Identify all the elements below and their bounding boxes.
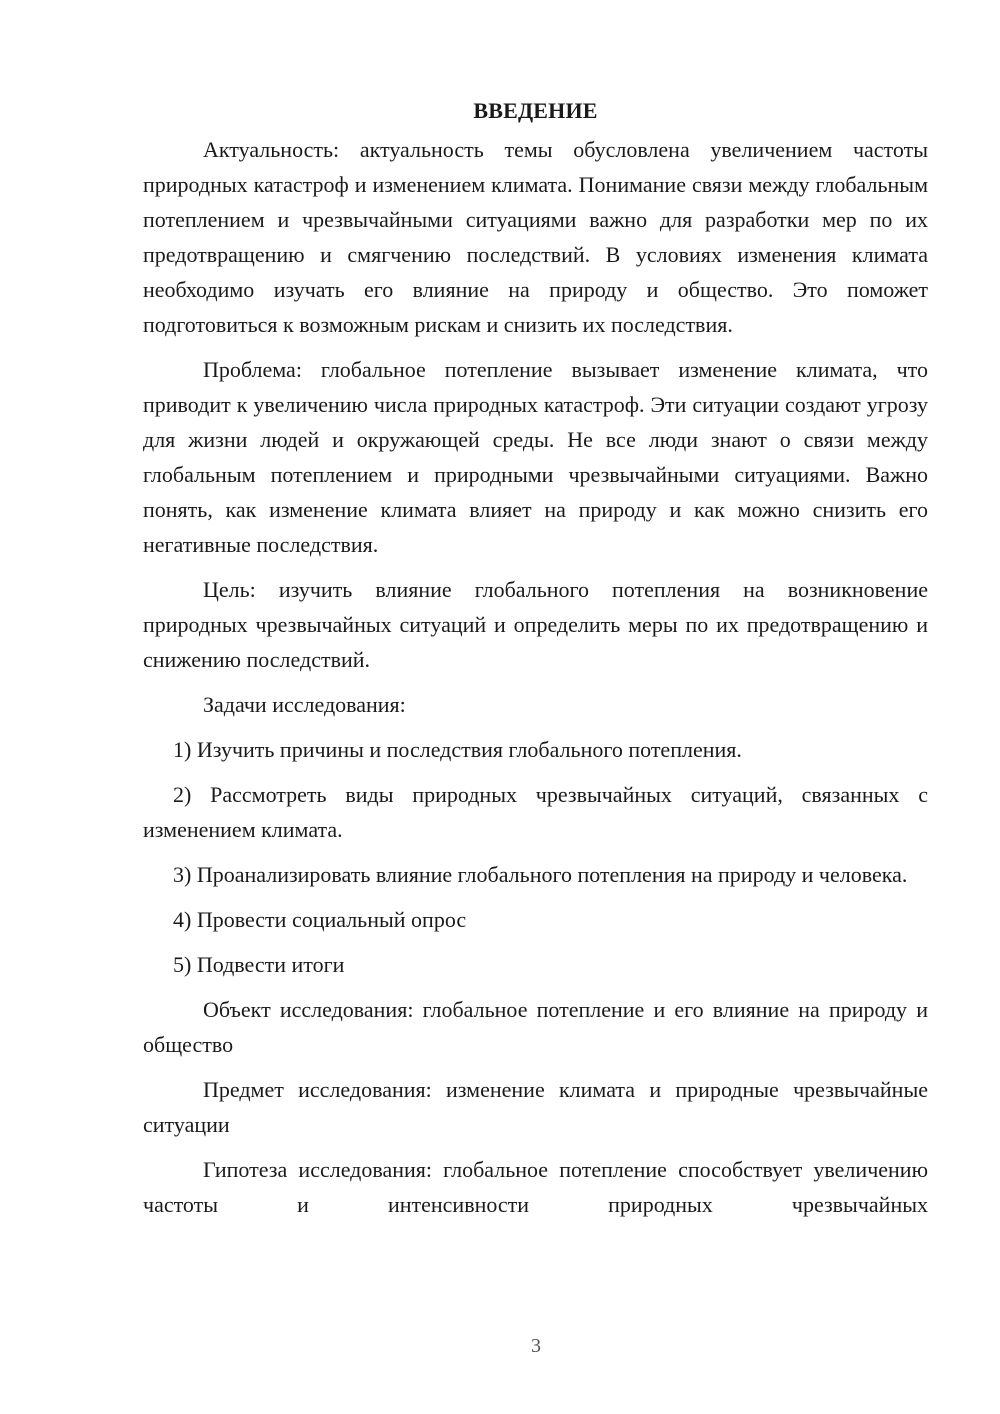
task-item-3: 3) Проанализировать влияние глобального потепления на природу и человека. <box>173 862 908 887</box>
task-item-4: 4) Провести социальный опрос <box>173 907 467 932</box>
paragraph-hypothesis: Гипотеза исследования: глобальное потепление способствует увеличению частоты и интенсивности природных чрезвычайных <box>143 1157 928 1217</box>
task-item-1: 1) Изучить причины и последствия глобального потепления. <box>173 737 742 762</box>
task-item-2: 2) Рассмотреть виды природных чрезвычайных ситуаций, связанных с изменением климата. <box>143 782 928 842</box>
paragraph-goal: Цель: изучить влияние глобального потепления на возникновение природных чрезвычайных ситуаций и определить меры по их предотвращению и снижению последствий. <box>143 577 928 672</box>
section-title: ВВЕДЕНИЕ <box>473 98 598 123</box>
page-number: 3 <box>531 1335 541 1357</box>
paragraph-relevance: Актуальность: актуальность темы обусловлена увеличением частоты природных катастроф и изменением климата. Понимание связи между глобальным потеплением и чрезвычайными ситуациями важно для разработки мер по их предотвращению и смягчению последствий. В условиях изменения климата необходимо изучать его влияние на природу и общество. Это поможет подготовиться к возможным рискам и снизить их последствия. <box>143 137 928 337</box>
task-item-5: 5) Подвести итоги <box>173 952 345 977</box>
paragraph-object: Объект исследования: глобальное потепление и его влияние на природу и общество <box>143 997 928 1057</box>
tasks-heading: Задачи исследования: <box>203 692 406 717</box>
paragraph-subject: Предмет исследования: изменение климата и природные чрезвычайные ситуации <box>143 1077 928 1137</box>
paragraph-problem: Проблема: глобальное потепление вызывает изменение климата, что приводит к увеличению числа природных катастроф. Эти ситуации создают угрозу для жизни людей и окружающей среды. Не все люди знают о связи между глобальным потеплением и природными чрезвычайными ситуациями. Важно понять, как изменение климата влияет на природу и как можно снизить его негативные последствия. <box>143 357 928 557</box>
page-content <box>143 96 928 1222</box>
